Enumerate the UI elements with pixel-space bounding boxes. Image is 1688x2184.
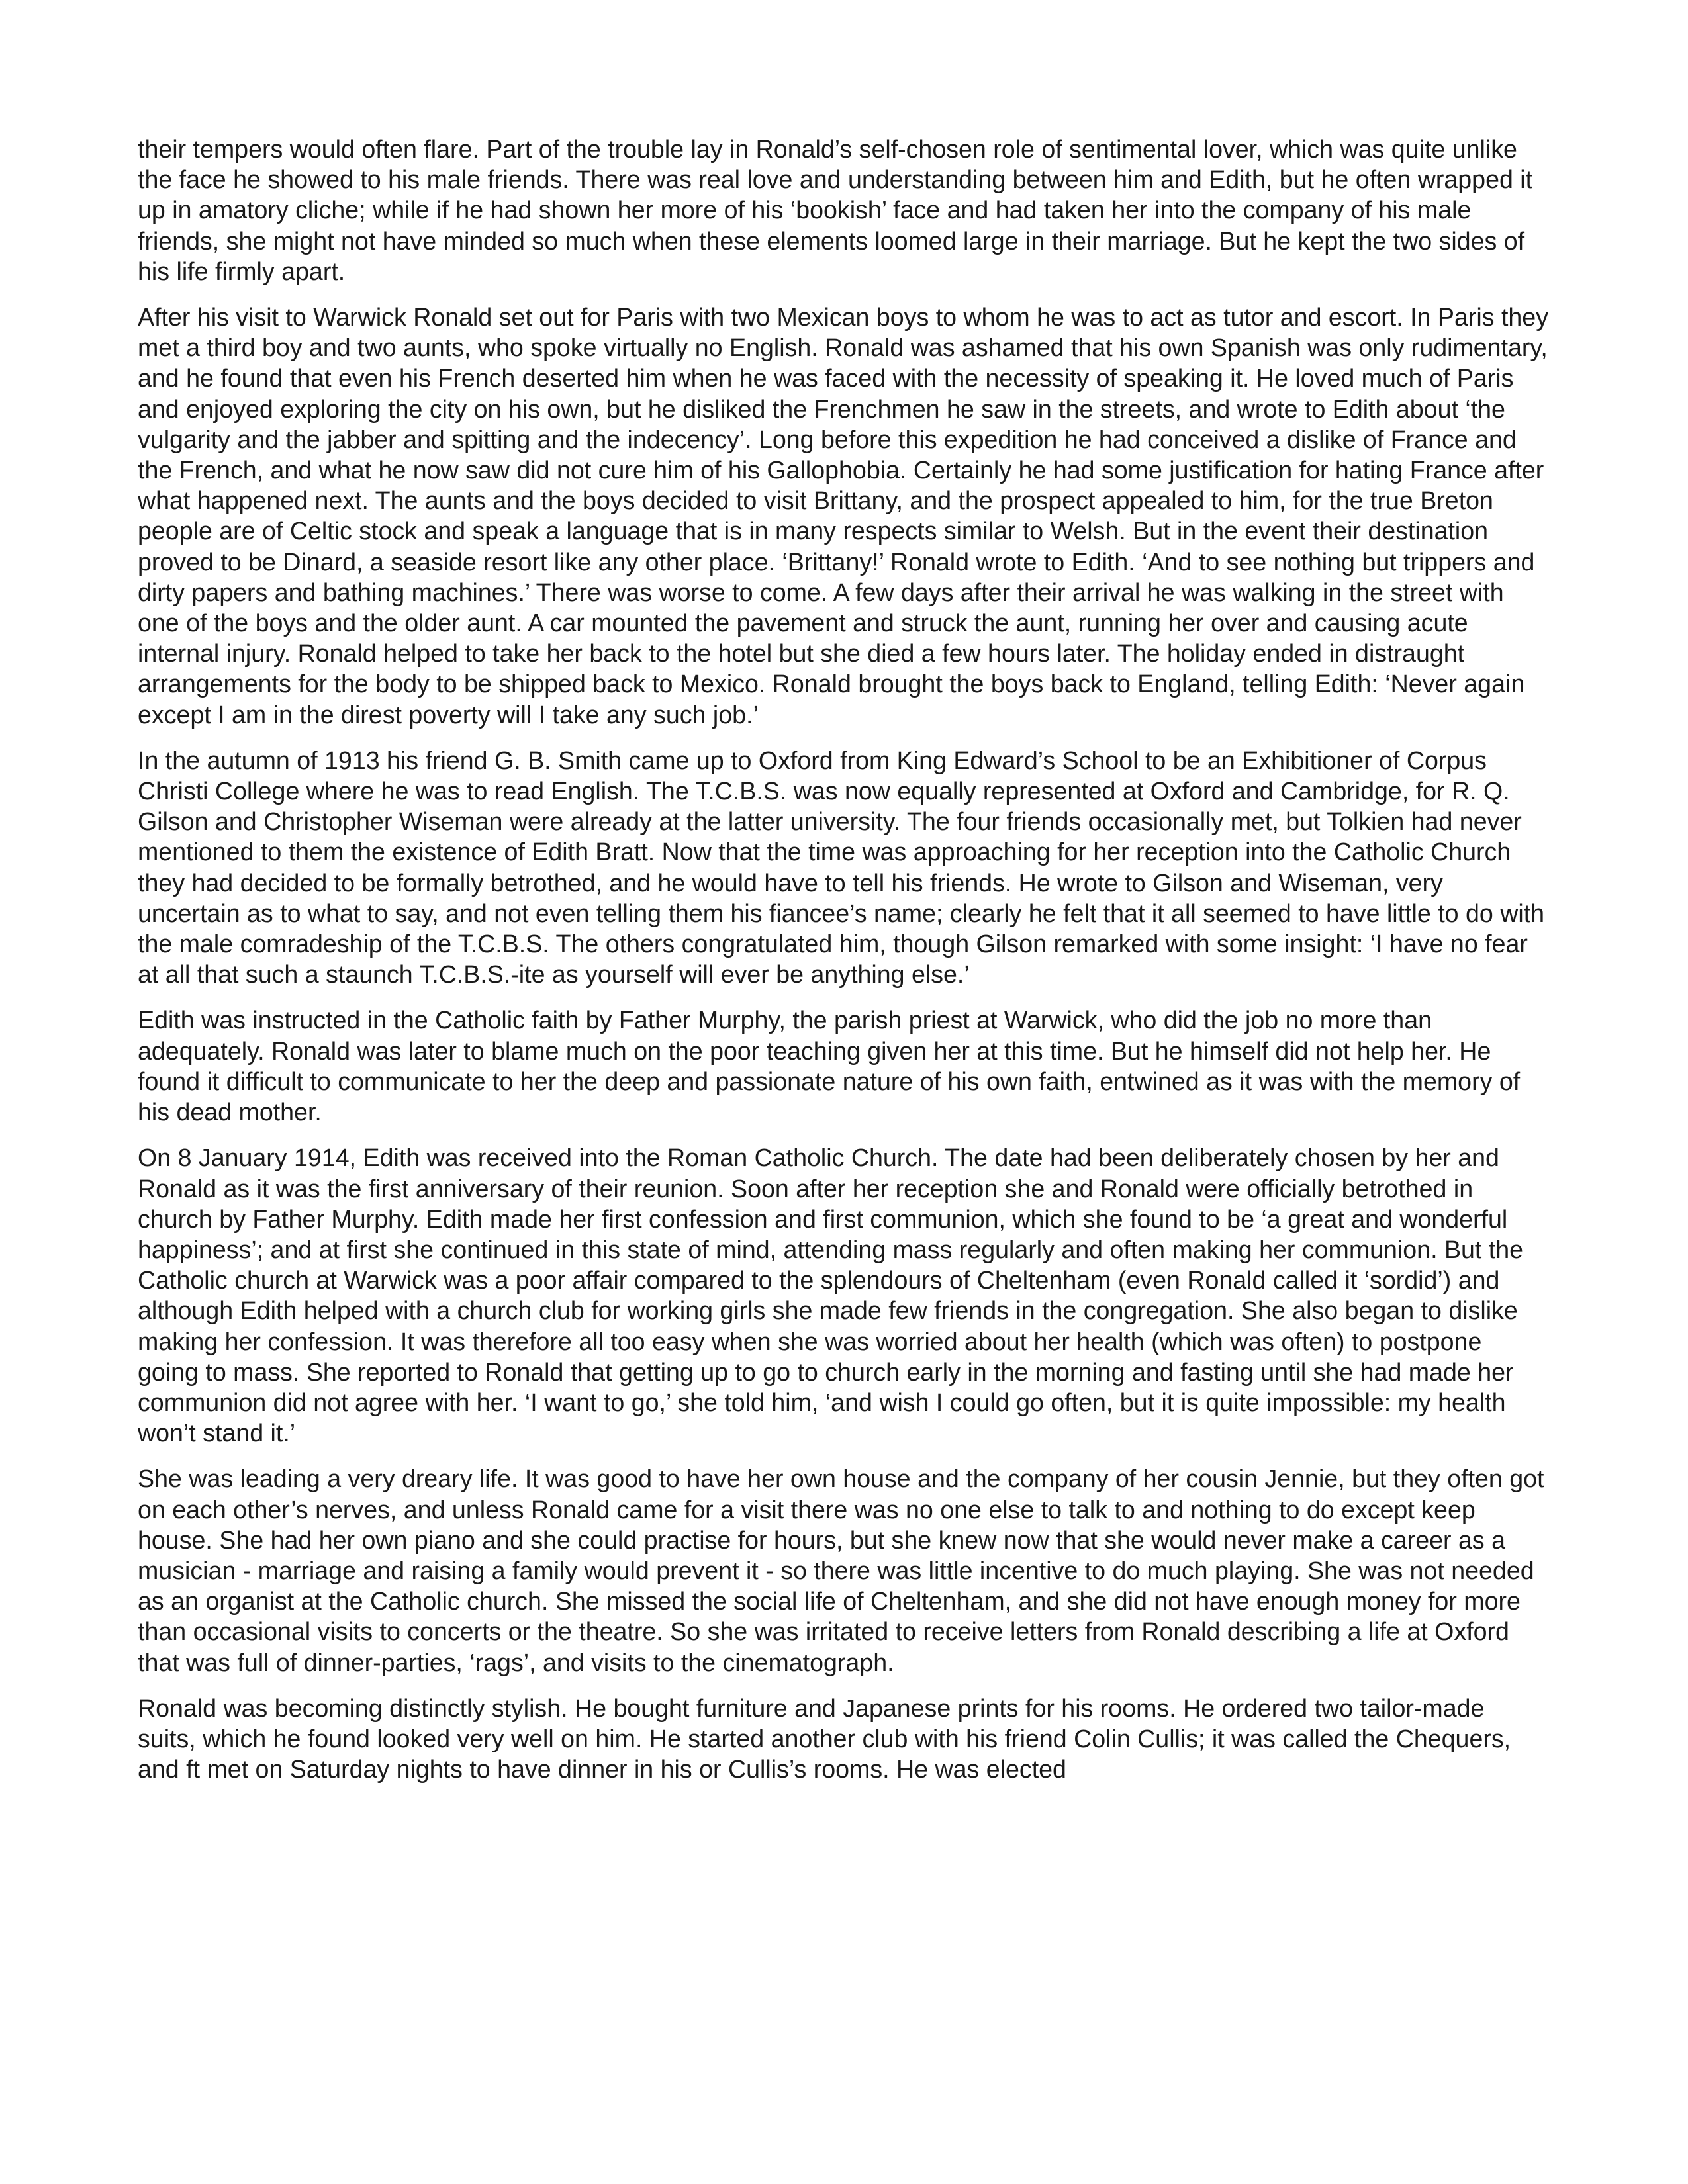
paragraph-6: She was leading a very dreary life. It was good to have her own house and the company of her cousin Jennie, but they often got on each other’s nerves, and unless Ronald came for a visit there was no one else to talk to and nothing to do except keep house. She had her own piano and she could practise for hours, but she knew now that she would never make a career as a musician - marriage and raising a family would prevent it - so there was little incentive to do much playing. She was not needed as an organist at the Catholic church. She missed the social life of Cheltenham, and she did not have enough money for more than occasional visits to concerts or the theatre. So she was irritated to receive letters from Ronald describing a life at Oxford that was full of dinner-parties, ‘rags’, and visits to the cinematograph. [138,1465,1544,1676]
paragraph-2: After his visit to Warwick Ronald set out for Paris with two Mexican boys to whom he was to act as tutor and escort. In Paris they met a third boy and two aunts, who spoke virtually no English. Ronald was ashamed that his own Spanish was only rudimentary, and he found that even his French deserted him when he was faced with the necessity of speaking it. He loved much of Paris and enjoyed exploring the city on his own, but he disliked the Frenchmen he saw in the streets, and wrote to Edith about ‘the vulgarity and the jabber and spitting and the indecency’. Long before this expedition he had conceived a dislike of France and the French, and what he now saw did not cure him of his Gallophobia. Certainly he had some justification for hating France after what happened next. The aunts and the boys decided to visit Brittany, and the prospect appealed to him, for the true Breton people are of Celtic stock and speak a language that is in many respects similar to Welsh. But in the event their destination proved to be Dinard, a seaside resort like any other place. ‘Brittany!’ Ronald wrote to Edith. ‘And to see nothing but trippers and dirty papers and bathing machines.’ There was worse to come. A few days after their arrival he was walking in the street with one of the boys and the older aunt. A car mounted the pavement and struck the aunt, running her over and causing acute internal injury. Ronald helped to take her back to the hotel but she died a few hours later. The holiday ended in distraught arrangements for the body to be shipped back to Mexico. Ronald brought the boys back to England, telling Edith: ‘Never again except I am in the direst poverty will I take any such job.’ [138,303,1548,729]
paragraph-7: Ronald was becoming distinctly stylish. He bought furniture and Japanese prints for his rooms. He ordered two tailor-made suits, which he found looked very well on him. He started another club with his friend Colin Cullis; it was called the Chequers, and ft met on Saturday nights to have dinner in his or Cullis’s rooms. He was elected [138,1694,1511,1784]
paragraph-3: In the autumn of 1913 his friend G. B. Smith came up to Oxford from King Edward’s School to be an Exhibitioner of Corpus Christi College where he was to read English. The T.C.B.S. was now equally represented at Oxford and Cambridge, for R. Q. Gilson and Christopher Wiseman were already at the latter university. The four friends occasionally met, but Tolkien had never mentioned to them the existence of Edith Bratt. Now that the time was approaching for her reception into the Catholic Church they had decided to be formally betrothed, and he would have to tell his friends. He wrote to Gilson and Wiseman, very uncertain as to what to say, and not even telling them his fiancee’s name; clearly he felt that it all seemed to have little to do with the male comradeship of the T.C.B.S. The others congratulated him, though Gilson remarked with some insight: ‘I have no fear at all that such a staunch T.C.B.S.-ite as yourself will ever be anything else.’ [138,746,1545,989]
document-page [138,134,1549,1799]
paragraph-4: Edith was instructed in the Catholic faith by Father Murphy, the parish priest at Warwick, who did the job no more than adequately. Ronald was later to blame much on the poor teaching given her at this time. But he himself did not help her. He found it difficult to communicate to her the deep and passionate nature of his own faith, entwined as it was with the memory of his dead mother. [138,1006,1521,1126]
paragraph-5: On 8 January 1914, Edith was received into the Roman Catholic Church. The date had been deliberately chosen by her and Ronald as it was the first anniversary of their reunion. Soon after her reception she and Ronald were officially betrothed in church by Father Murphy. Edith made her first confession and first communion, which she found to be ‘a great and wonderful happiness’; and at first she continued in this state of mind, attending mass regularly and often making her communion. But the Catholic church at Warwick was a poor affair compared to the splendours of Cheltenham (even Ronald called it ‘sordid’) and although Edith helped with a church club for working girls she made few friends in the congregation. She also began to dislike making her confession. It was therefore all too easy when she was worried about her health (which was often) to postpone going to mass. She reported to Ronald that getting up to go to church early in the morning and fasting until she had made her communion did not agree with her. ‘I want to go,’ she told him, ‘and wish I could go often, but it is quite impossible: my health won’t stand it.’ [138,1144,1524,1447]
paragraph-1: their tempers would often flare. Part of the trouble lay in Ronald’s self-chosen role of sentimental lover, which was quite unlike the face he showed to his male friends. There was real love and understanding between him and Edith, but he often wrapped it up in amatory cliche; while if he had shown her more of his ‘bookish’ face and had taken her into the company of his male friends, she might not have minded so much when these elements loomed large in their marriage. But he kept the two sides of his life firmly apart. [138,135,1533,285]
